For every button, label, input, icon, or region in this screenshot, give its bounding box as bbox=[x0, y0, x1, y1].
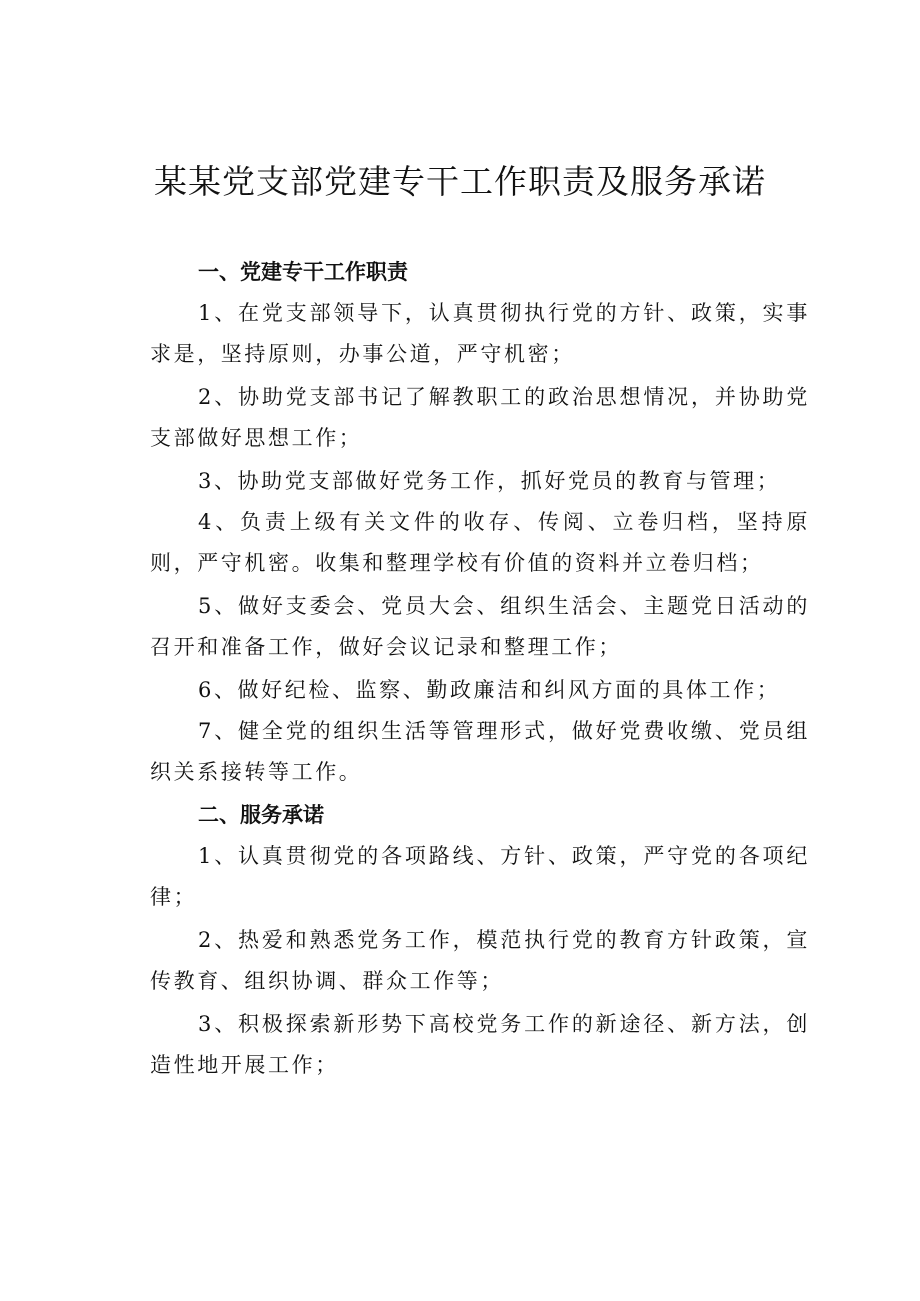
document-title: 某某党支部党建专干工作职责及服务承诺 bbox=[154, 162, 766, 201]
commitment-item-1: 1、认真贯彻党的各项路线、方针、政策，严守党的各项纪律； bbox=[150, 844, 810, 909]
duty-item-4: 4、负责上级有关文件的收存、传阅、立卷归档，坚持原则，严守机密。收集和整理学校有价值的资料并立卷归档； bbox=[150, 510, 810, 575]
duty-item-7: 7、健全党的组织生活等管理形式，做好党费收缴、党员组织关系接转等工作。 bbox=[150, 719, 810, 784]
section-heading-commitment: 二、服务承诺 bbox=[198, 803, 324, 827]
section-heading-duties: 一、党建专干工作职责 bbox=[198, 260, 408, 284]
duty-item-5: 5、做好支委会、党员大会、组织生活会、主题党日活动的召开和准备工作，做好会议记录和整理工作； bbox=[150, 594, 810, 659]
duty-item-3: 3、协助党支部做好党务工作，抓好党员的教育与管理； bbox=[198, 469, 781, 493]
duty-item-1: 1、在党支部领导下，认真贯彻执行党的方针、政策，实事求是，坚持原则，办事公道，严守机密； bbox=[150, 301, 810, 366]
commitment-item-2: 2、热爱和熟悉党务工作，模范执行党的教育方针政策，宣传教育、组织协调、群众工作等； bbox=[150, 928, 810, 993]
duty-item-2: 2、协助党支部书记了解教职工的政治思想情况，并协助党支部做好思想工作； bbox=[150, 385, 810, 450]
commitment-item-3: 3、积极探索新形势下高校党务工作的新途径、新方法，创造性地开展工作； bbox=[150, 1012, 810, 1077]
duty-item-6: 6、做好纪检、监察、勤政廉洁和纠风方面的具体工作； bbox=[198, 678, 781, 702]
document-body bbox=[150, 252, 810, 1086]
